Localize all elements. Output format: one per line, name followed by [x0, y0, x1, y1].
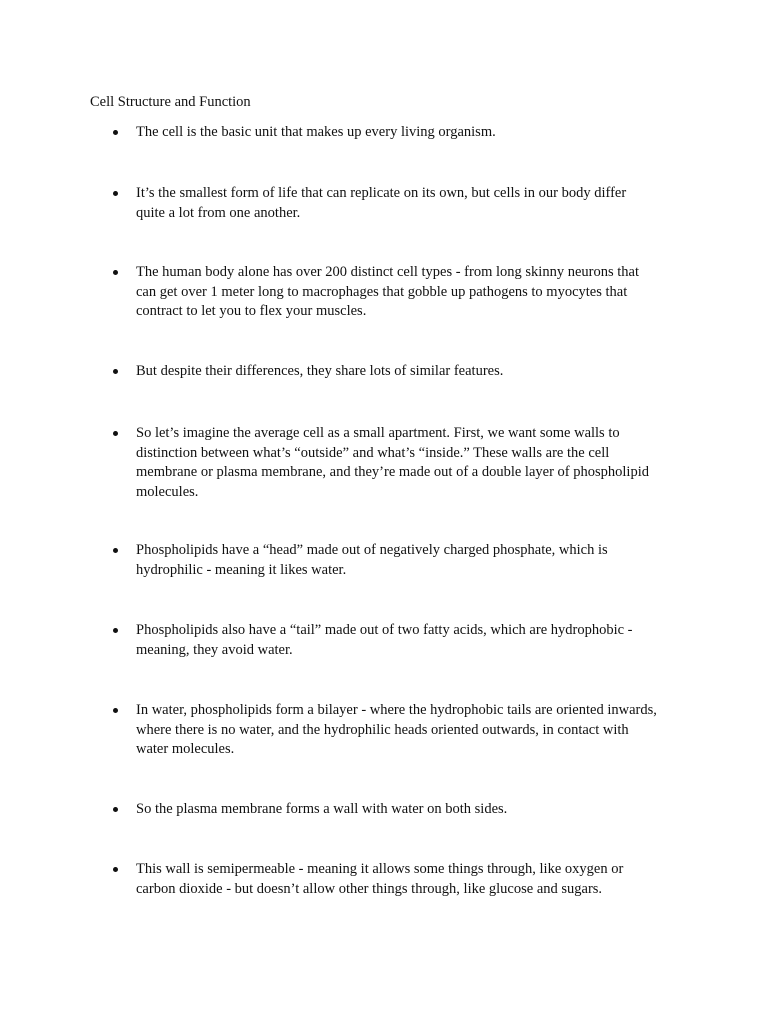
bullet-icon [113, 431, 118, 436]
bullet-icon [113, 369, 118, 374]
list-item-text: In water, phospholipids form a bilayer - where the hydrophobic tails are oriented inwards, where there is no water, and the hydrophilic heads oriented outwards, in contact with water molecules. [136, 702, 657, 757]
bullet-icon [113, 867, 118, 872]
list-item-text: Phospholipids have a “head” made out of negatively charged phosphate, which is hydrophilic - meaning it likes water. [136, 542, 608, 578]
list-item-text: It’s the smallest form of life that can replicate on its own, but cells in our body differ quite a lot from one another. [136, 185, 627, 221]
bullet-icon [113, 628, 118, 633]
bullet-icon [113, 270, 118, 275]
document-title: Cell Structure and Function [90, 94, 251, 110]
list-item-text: But despite their differences, they share lots of similar features. [136, 363, 504, 379]
list-item-text: Phospholipids also have a “tail” made out of two fatty acids, which are hydrophobic - meaning, they avoid water. [136, 622, 633, 658]
bullet-icon [113, 191, 118, 196]
bullet-icon [113, 548, 118, 553]
list-item-text: This wall is semipermeable - meaning it allows some things through, like oxygen or carbon dioxide - but doesn’t allow other things through, like glucose and sugars. [136, 861, 624, 897]
bullet-icon [113, 807, 118, 812]
list-item-text: So let’s imagine the average cell as a small apartment. First, we want some walls to distinction between what’s “outside” and what’s “inside.” These walls are the cell membrane or plasma membrane, and they’re made out of a double layer of phospholipid molecules. [136, 425, 649, 500]
list-item-text: The human body alone has over 200 distinct cell types - from long skinny neurons that can get over 1 meter long to macrophages that gobble up pathogens to myocytes that contract to let you to flex your muscles. [136, 264, 639, 319]
bullet-icon [113, 130, 118, 135]
bullet-icon [113, 708, 118, 713]
list-item-text: The cell is the basic unit that makes up every living organism. [136, 124, 496, 140]
list-item-text: So the plasma membrane forms a wall with water on both sides. [136, 801, 508, 817]
